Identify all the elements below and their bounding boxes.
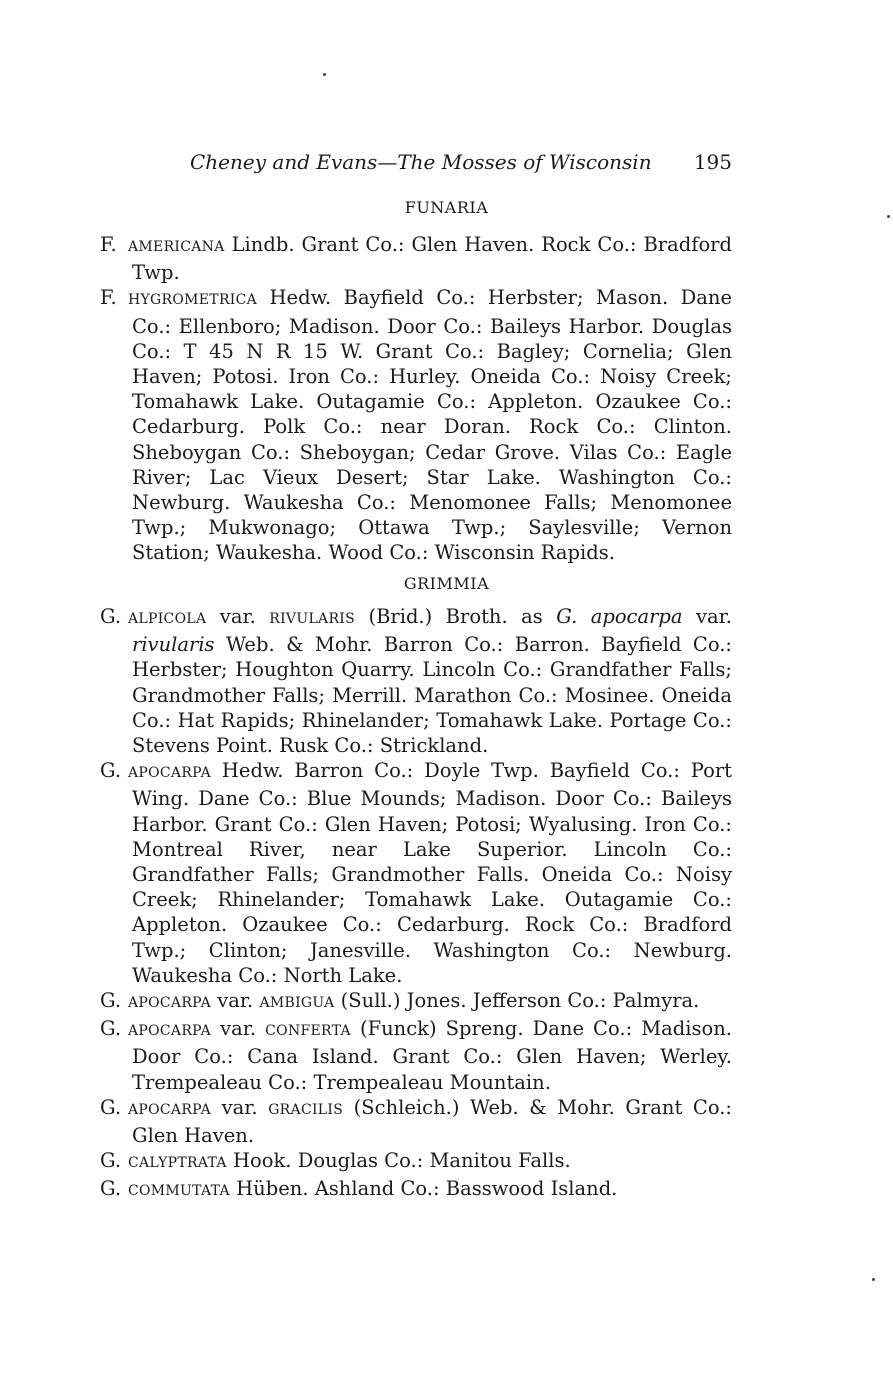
running-head — [190, 149, 732, 175]
entry-text: (Schleich.) Web. & Mohr. Grant Co.: Glen Haven. — [132, 1095, 732, 1148]
print-speck — [872, 1278, 875, 1281]
species-entry — [100, 1095, 732, 1148]
entry-text: (Funck) Spreng. Dane Co.: Madison. Door Co.: Cana Island. Grant Co.: Glen Haven; Werley. Trempealeau Co.: Trempealeau Mountain. — [132, 1017, 733, 1094]
genus-abbreviation: G. — [100, 1017, 122, 1041]
species-epithet: APOCARPA — [128, 995, 212, 1012]
species-epithet: ALPICOLA — [128, 611, 207, 627]
variety-epithet: AMBIGUA — [259, 995, 335, 1012]
species-epithet: HYGROMETRICA — [128, 292, 258, 309]
species-entry — [100, 232, 732, 285]
genus-abbreviation: F. — [100, 286, 117, 310]
genus-abbreviation: G. — [100, 1095, 122, 1119]
variety-epithet: GRACILIS — [268, 1101, 344, 1118]
entry-text: Hedw. Barron Co.: Doyle Twp. Bayfield Co.: Port Wing. Dane Co.: Blue Mounds; Madison. Door Co.: Baileys Harbor. Grant Co.: Glen Haven; Potosi; Wyalusing. Iron Co.: Montreal River, near Lake Superior. Lincoln Co.: Grandfather Falls; Grandmother Falls. Oneida Co.: Noisy Creek; Rhinelander; Tomahawk Lake. Outagamie Co.: Appleton. Ozaukee Co.: Cedarburg. Rock Co.: Bradford Twp.; Clinton; Janesville. Washington Co.: Newburg. Waukesha Co.: North Lake. — [132, 759, 732, 987]
genus-abbreviation: G. — [100, 1149, 122, 1173]
species-entry — [100, 1016, 732, 1095]
entry-text: (Sull.) Jones. Jefferson Co.: Palmyra. — [334, 989, 700, 1013]
var-word: var. — [211, 1095, 269, 1119]
entry-text: Web. & Mohr. Barron Co.: Barron. Bayfield Co.: Herbster; Houghton Quarry. Lincoln Co.: Grandfather Falls; Grandmother Falls; Merrill. Marathon Co.: Mosinee. Oneida Co.: Hat Rapids; Rhinelander; Tomahawk Lake. Portage Co.: Stevens Point. Rusk Co.: Strickland. — [132, 633, 732, 758]
species-epithet: APOCARPA — [128, 1101, 212, 1118]
var-word: var. — [211, 989, 260, 1013]
genus-abbreviation: G. — [100, 989, 122, 1013]
species-epithet: APOCARPA — [128, 1023, 212, 1040]
entry-text: Hedw. Bayfield Co.: Herbster; Mason. Dane Co.: Ellenboro; Madison. Door Co.: Baileys Harbor. Douglas Co.: T 45 N R 15 W. Grant Co.: Bagley; Cornelia; Glen Haven; Potosi. Iron Co.: Hurley. Oneida Co.: Noisy Creek; Tomahawk Lake. Outagamie Co.: Appleton. Ozaukee Co.: Cedarburg. Polk Co.: near Doran. Rock Co.: Clinton. Sheboygan Co.: Sheboygan; Cedar Grove. Vilas Co.: Eagle River; Lac Vieux Desert; Star Lake. Washington Co.: Newburg. Waukesha Co.: Menomonee Falls; Menomonee Twp.; Mukwonago; Ottawa Twp.; Saylesville; Vernon Station; Waukesha. Wood Co.: Wisconsin Rapids. — [132, 286, 732, 565]
genus-abbreviation: G. — [100, 1177, 122, 1201]
species-entry — [100, 1176, 732, 1204]
entry-text: var. — [682, 605, 733, 628]
species-entry — [100, 285, 732, 565]
var-word: var. — [211, 1017, 266, 1041]
italic-name: rivularis — [132, 633, 215, 657]
genus-abbreviation: G. — [100, 605, 122, 628]
species-entry — [100, 1148, 732, 1176]
species-entry — [100, 758, 732, 988]
variety-epithet: RIVULARIS — [269, 611, 356, 627]
entry-text: Hüben. Ashland Co.: Basswood Island. — [229, 1177, 618, 1201]
section-heading-grimmia: GRIMMIA — [403, 574, 490, 593]
genus-abbreviation: G. — [100, 759, 122, 783]
page-number: 195 — [693, 150, 732, 174]
entry-text: Lindb. Grant Co.: Glen Haven. Rock Co.: Bradford Twp. — [132, 233, 732, 285]
entry-text: Hook. Douglas Co.: Manitou Falls. — [226, 1149, 571, 1173]
species-epithet: APOCARPA — [128, 765, 212, 782]
species-epithet: COMMUTATA — [128, 1183, 230, 1200]
species-epithet: AMERICANA — [128, 239, 225, 255]
entry-text: (Brid.) Broth. as — [355, 605, 557, 628]
funaria-entries — [100, 232, 732, 566]
print-speck — [323, 73, 326, 76]
species-entry — [100, 604, 732, 758]
grimmia-entries — [100, 604, 732, 1205]
species-epithet: CALYPTRATA — [128, 1155, 227, 1172]
species-entry — [100, 988, 732, 1016]
section-heading-funaria: FUNARIA — [404, 198, 489, 217]
genus-abbreviation: F. — [100, 233, 117, 256]
italic-name: G. apocarpa — [556, 605, 683, 628]
running-title: Cheney and Evans—The Mosses of Wisconsin — [190, 150, 652, 174]
variety-epithet: CONFERTA — [265, 1023, 351, 1040]
var-word: var. — [206, 605, 270, 628]
